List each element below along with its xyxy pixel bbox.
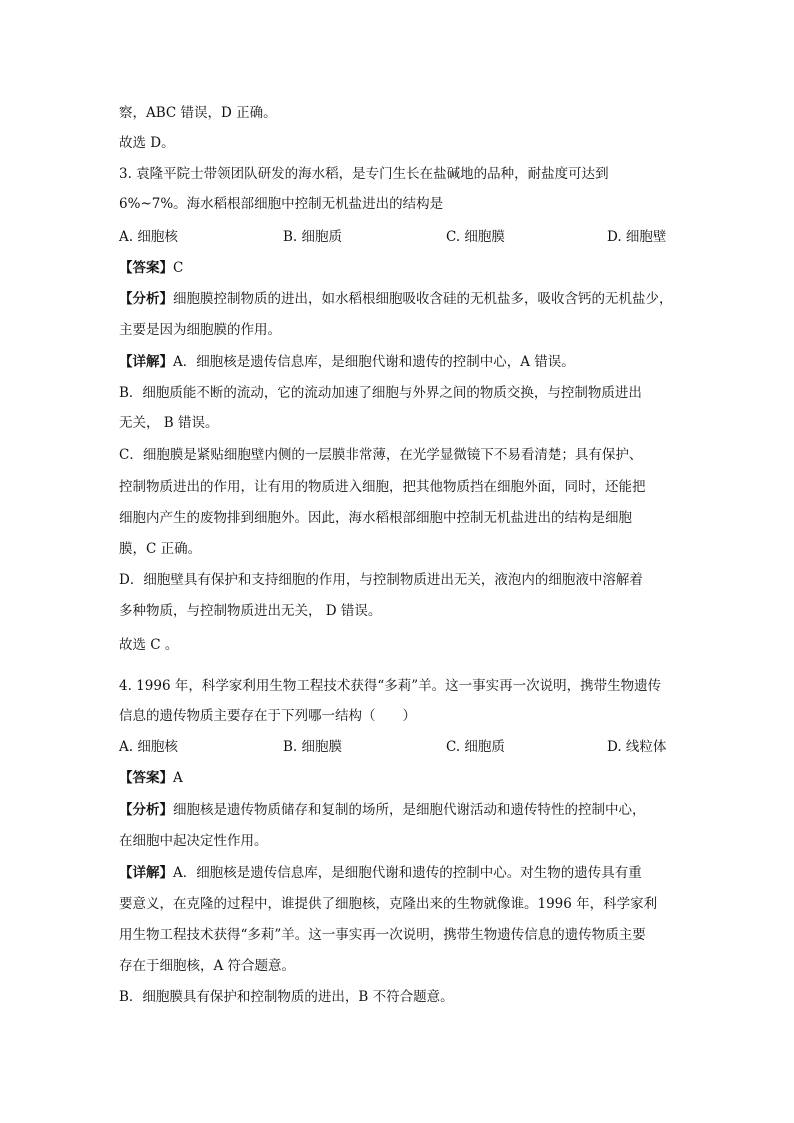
q4-detail-cont: 用生物工程技术获得“多莉”羊。这一事实再一次说明，携带生物遗传信息的遗传物质主要 <box>119 927 646 943</box>
analysis-text: 细胞膜控制物质的进出，如水稻根细胞吸收含硅的无机盐多，吸收含钙的无机盐少， <box>173 291 673 307</box>
q3-conclusion: 故选 C 。 <box>119 637 179 653</box>
q4-answer <box>119 769 183 787</box>
question-3-stem: 3. 袁隆平院士带领团队研发的海水稻，是专门生长在盐碱地的品种，耐盐度可达到 <box>119 166 609 182</box>
q4-detail-b: B．细胞膜具有保护和控制物质的进出，B 不符合题意。 <box>119 989 454 1005</box>
q4-analysis-cont: 在细胞中起决定性作用。 <box>119 833 268 849</box>
q4-detail-cont: 存在于细胞核，A 符合题意。 <box>119 958 296 974</box>
q4-detail <box>119 864 642 882</box>
detail-text: A．细胞核是遗传信息库，是细胞代谢和遗传的控制中心，A 错误。 <box>173 354 575 370</box>
q3-detail-c: C．细胞膜是紧贴细胞壁内侧的一层膜非常薄，在光学显微镜下不易看清楚；具有保护、 <box>119 447 643 463</box>
answer-tag: 【答案】 <box>119 260 173 276</box>
q3-detail-c-cont: 细胞内产生的废物排到细胞外。因此，海水稻根部细胞中控制无机盐进出的结构是细胞 <box>119 510 632 526</box>
q3-answer <box>119 259 183 277</box>
q3-option-d: D. 细胞壁 <box>607 229 667 245</box>
q3-analysis-cont: 主要是因为细胞膜的作用。 <box>119 322 281 338</box>
conclusion-line: 故选 D。 <box>119 135 175 151</box>
detail-text: A．细胞核是遗传信息库，是细胞代谢和遗传的控制中心。对生物的遗传具有重 <box>173 865 642 881</box>
q4-option-b: B. 细胞膜 <box>283 739 343 755</box>
analysis-text: 细胞核是遗传物质储存和复制的场所，是细胞代谢活动和遗传特性的控制中心， <box>173 802 646 818</box>
answer-tag: 【答案】 <box>119 770 173 786</box>
q4-option-c: C. 细胞质 <box>446 739 505 755</box>
answer-value: A <box>173 770 183 786</box>
analysis-tag: 【分析】 <box>119 291 173 307</box>
q4-option-a: A. 细胞核 <box>119 739 178 755</box>
q3-option-c: C. 细胞膜 <box>446 229 505 245</box>
analysis-tag: 【分析】 <box>119 802 173 818</box>
q4-analysis <box>119 801 646 819</box>
detail-tag: 【详解】 <box>119 354 173 370</box>
text-line: 察，ABC 错误，D 正确。 <box>119 105 277 121</box>
q3-detail <box>119 353 575 371</box>
detail-tag: 【详解】 <box>119 865 173 881</box>
q3-detail-c-cont: 控制物质进出的作用，让有用的物质进入细胞，把其他物质挡在细胞外面，同时，还能把 <box>119 479 646 495</box>
q3-detail-d: D．细胞壁具有保护和支持细胞的作用，与控制物质进出无关，液泡内的细胞液中溶解着 <box>119 572 643 588</box>
q4-option-d: D. 线粒体 <box>607 739 667 755</box>
question-3-stem-cont: 6%~7%。海水稻根部细胞中控制无机盐进出的结构是 <box>119 196 444 212</box>
q3-option-a: A. 细胞核 <box>119 229 178 245</box>
q3-detail-c-cont: 膜，C 正确。 <box>119 541 202 557</box>
q3-detail-b-cont: 无关， B 错误。 <box>119 415 219 431</box>
q3-option-b: B. 细胞质 <box>283 229 343 245</box>
q3-analysis <box>119 290 673 308</box>
question-4-stem-cont: 信息的遗传物质主要存在于下列哪一结构（ ） <box>119 708 416 724</box>
answer-value: C <box>173 260 184 276</box>
q3-detail-b: B．细胞质能不断的流动，它的流动加速了细胞与外界之间的物质交换，与控制物质进出 <box>119 385 642 401</box>
q4-detail-cont: 要意义，在克隆的过程中，谁提供了细胞核，克隆出来的生物就像谁。1996 年，科学家利 <box>119 896 658 912</box>
q3-detail-d-cont: 多种物质，与控制物质进出无关， D 错误。 <box>119 603 382 619</box>
question-4-stem: 4. 1996 年，科学家利用生物工程技术获得“多莉”羊。这一事实再一次说明，携带生物遗传 <box>119 678 662 694</box>
